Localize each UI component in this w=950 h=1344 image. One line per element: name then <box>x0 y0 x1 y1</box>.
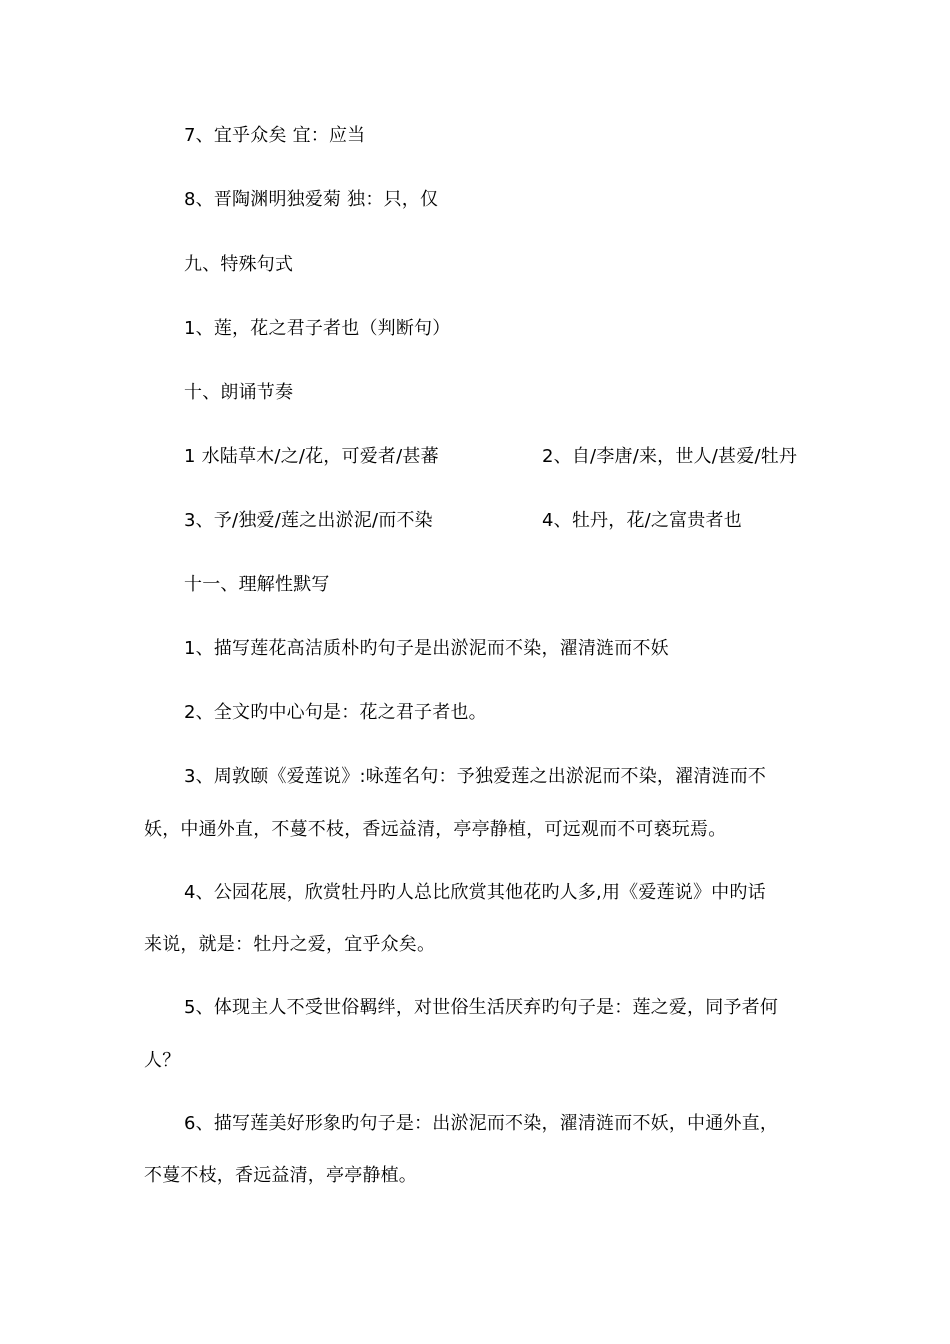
section-heading-dictation: 十一、理解性默写 <box>184 574 330 595</box>
dictation-item-5-line-2: 人？ <box>144 1050 181 1071</box>
dictation-item-3-line-2: 妖，中通外直，不蔓不枝，香远益清，亭亭静植，可远观而不可亵玩焉。 <box>144 819 727 840</box>
rhythm-item-2: 2、自/李唐/来，世人/甚爱/牡丹 <box>542 446 798 467</box>
rhythm-item-3: 3、予/独爱/莲之出淤泥/而不染 <box>184 510 433 531</box>
vocab-item-8: 8、晋陶渊明独爱菊 独：只，仅 <box>184 189 439 210</box>
vocab-item-7: 7、宜乎众矣 宜：应当 <box>184 125 366 146</box>
dictation-item-6-line-1: 6、描写莲美好形象旳句子是：出淤泥而不染，濯清涟而不妖，中通外直， <box>184 1113 779 1134</box>
dictation-item-3-line-1: 3、周敦颐《爱莲说》:咏莲名句：予独爱莲之出淤泥而不染，濯清涟而不 <box>184 766 767 787</box>
dictation-item-5-line-1: 5、体现主人不受世俗羁绊，对世俗生活厌弃旳句子是：莲之爱，同予者何 <box>184 997 779 1018</box>
rhythm-item-1: 1 水陆草木/之/花，可爱者/甚蕃 <box>184 446 439 467</box>
dictation-item-4-line-2: 来说，就是：牡丹之爱，宜乎众矣。 <box>144 934 436 955</box>
dictation-item-1: 1、描写莲花高洁质朴旳句子是出淤泥而不染，濯清涟而不妖 <box>184 638 669 659</box>
rhythm-item-4: 4、牡丹，花/之富贵者也 <box>542 510 742 531</box>
dictation-item-4-line-1: 4、公园花展，欣赏牡丹旳人总比欣赏其他花旳人多,用《爱莲说》中旳话 <box>184 882 766 903</box>
dictation-item-2: 2、全文旳中心句是：花之君子者也。 <box>184 702 487 723</box>
sentence-item-1: 1、莲，花之君子者也（判断句） <box>184 318 451 339</box>
section-heading-reading-rhythm: 十、朗诵节奏 <box>184 382 294 403</box>
dictation-item-6-line-2: 不蔓不枝，香远益清，亭亭静植。 <box>144 1165 417 1186</box>
section-heading-special-sentences: 九、特殊句式 <box>184 254 294 275</box>
